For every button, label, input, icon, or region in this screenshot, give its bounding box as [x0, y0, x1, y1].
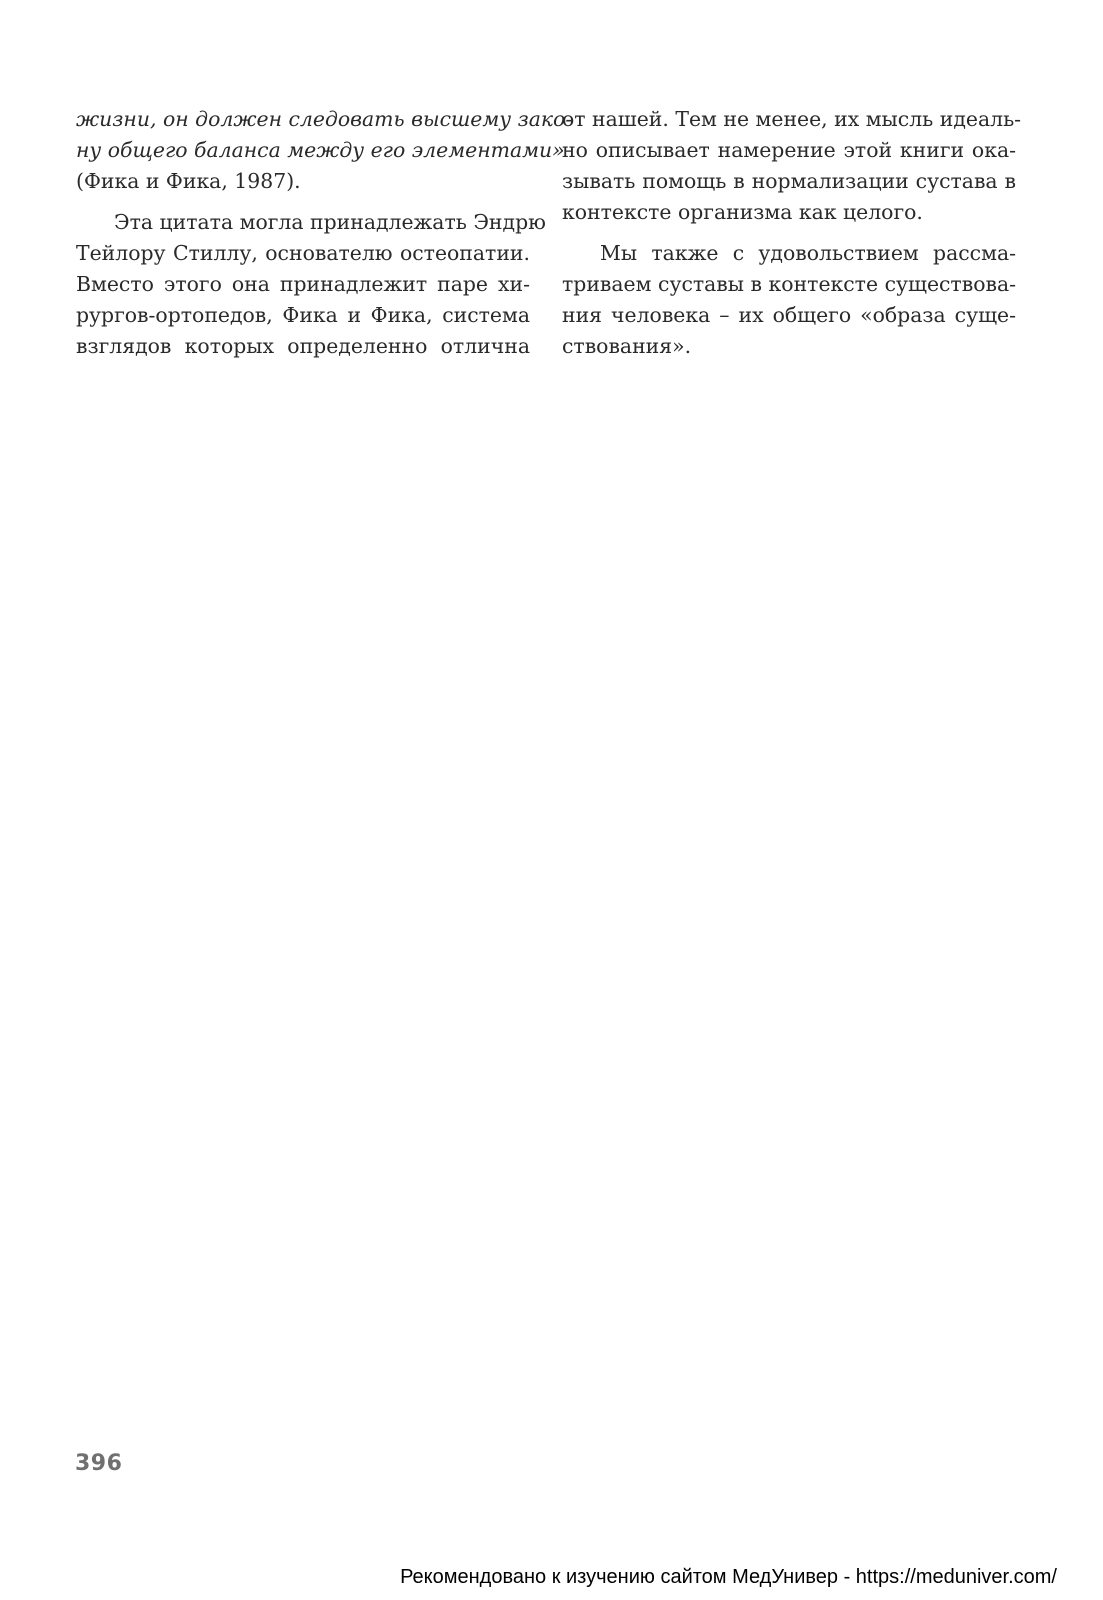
paragraph-gap: [76, 197, 530, 207]
quote-line-2: ну общего баланса между его элементами»: [76, 138, 565, 162]
paragraph-line: зывать помощь в нормализации сустава в: [562, 169, 1016, 193]
paragraph-line: ния человека – их общего «образа суще-: [562, 303, 1016, 327]
paragraph-line: взглядов которых определенно отлична: [76, 334, 530, 358]
page-number: 396: [75, 1451, 123, 1476]
paragraph-line: рургов-ортопедов, Фика и Фика, система: [76, 303, 530, 327]
footer-recommendation: Рекомендовано к изучению сайтом МедУнивер - https://meduniver.com/: [400, 1566, 1057, 1588]
paragraph-line: триваем суставы в контексте существова-: [562, 272, 1016, 296]
paragraph-line: контексте организма как целого.: [562, 200, 923, 224]
paragraph-line: Вместо этого она принадлежит паре хи-: [76, 272, 530, 296]
quote-line-1: жизни, он должен следовать высшему зако-: [76, 107, 573, 131]
paragraph-gap: [562, 228, 1016, 238]
paragraph-line: от нашей. Тем не менее, их мысль идеаль-: [562, 107, 1022, 131]
paragraph-line: Эта цитата могла принадлежать Эндрю: [114, 210, 546, 234]
paragraph-line: но описывает намерение этой книги ока-: [562, 138, 1016, 162]
paragraph-line: ствования».: [562, 334, 692, 358]
left-column: [76, 104, 573, 362]
quote-citation: (Фика и Фика, 1987).: [76, 169, 301, 193]
right-column: [562, 104, 1022, 362]
paragraph-line: Мы также с удовольствием рассма-: [600, 241, 1016, 265]
paragraph-line: Тейлору Стиллу, основателю остеопатии.: [76, 241, 530, 265]
